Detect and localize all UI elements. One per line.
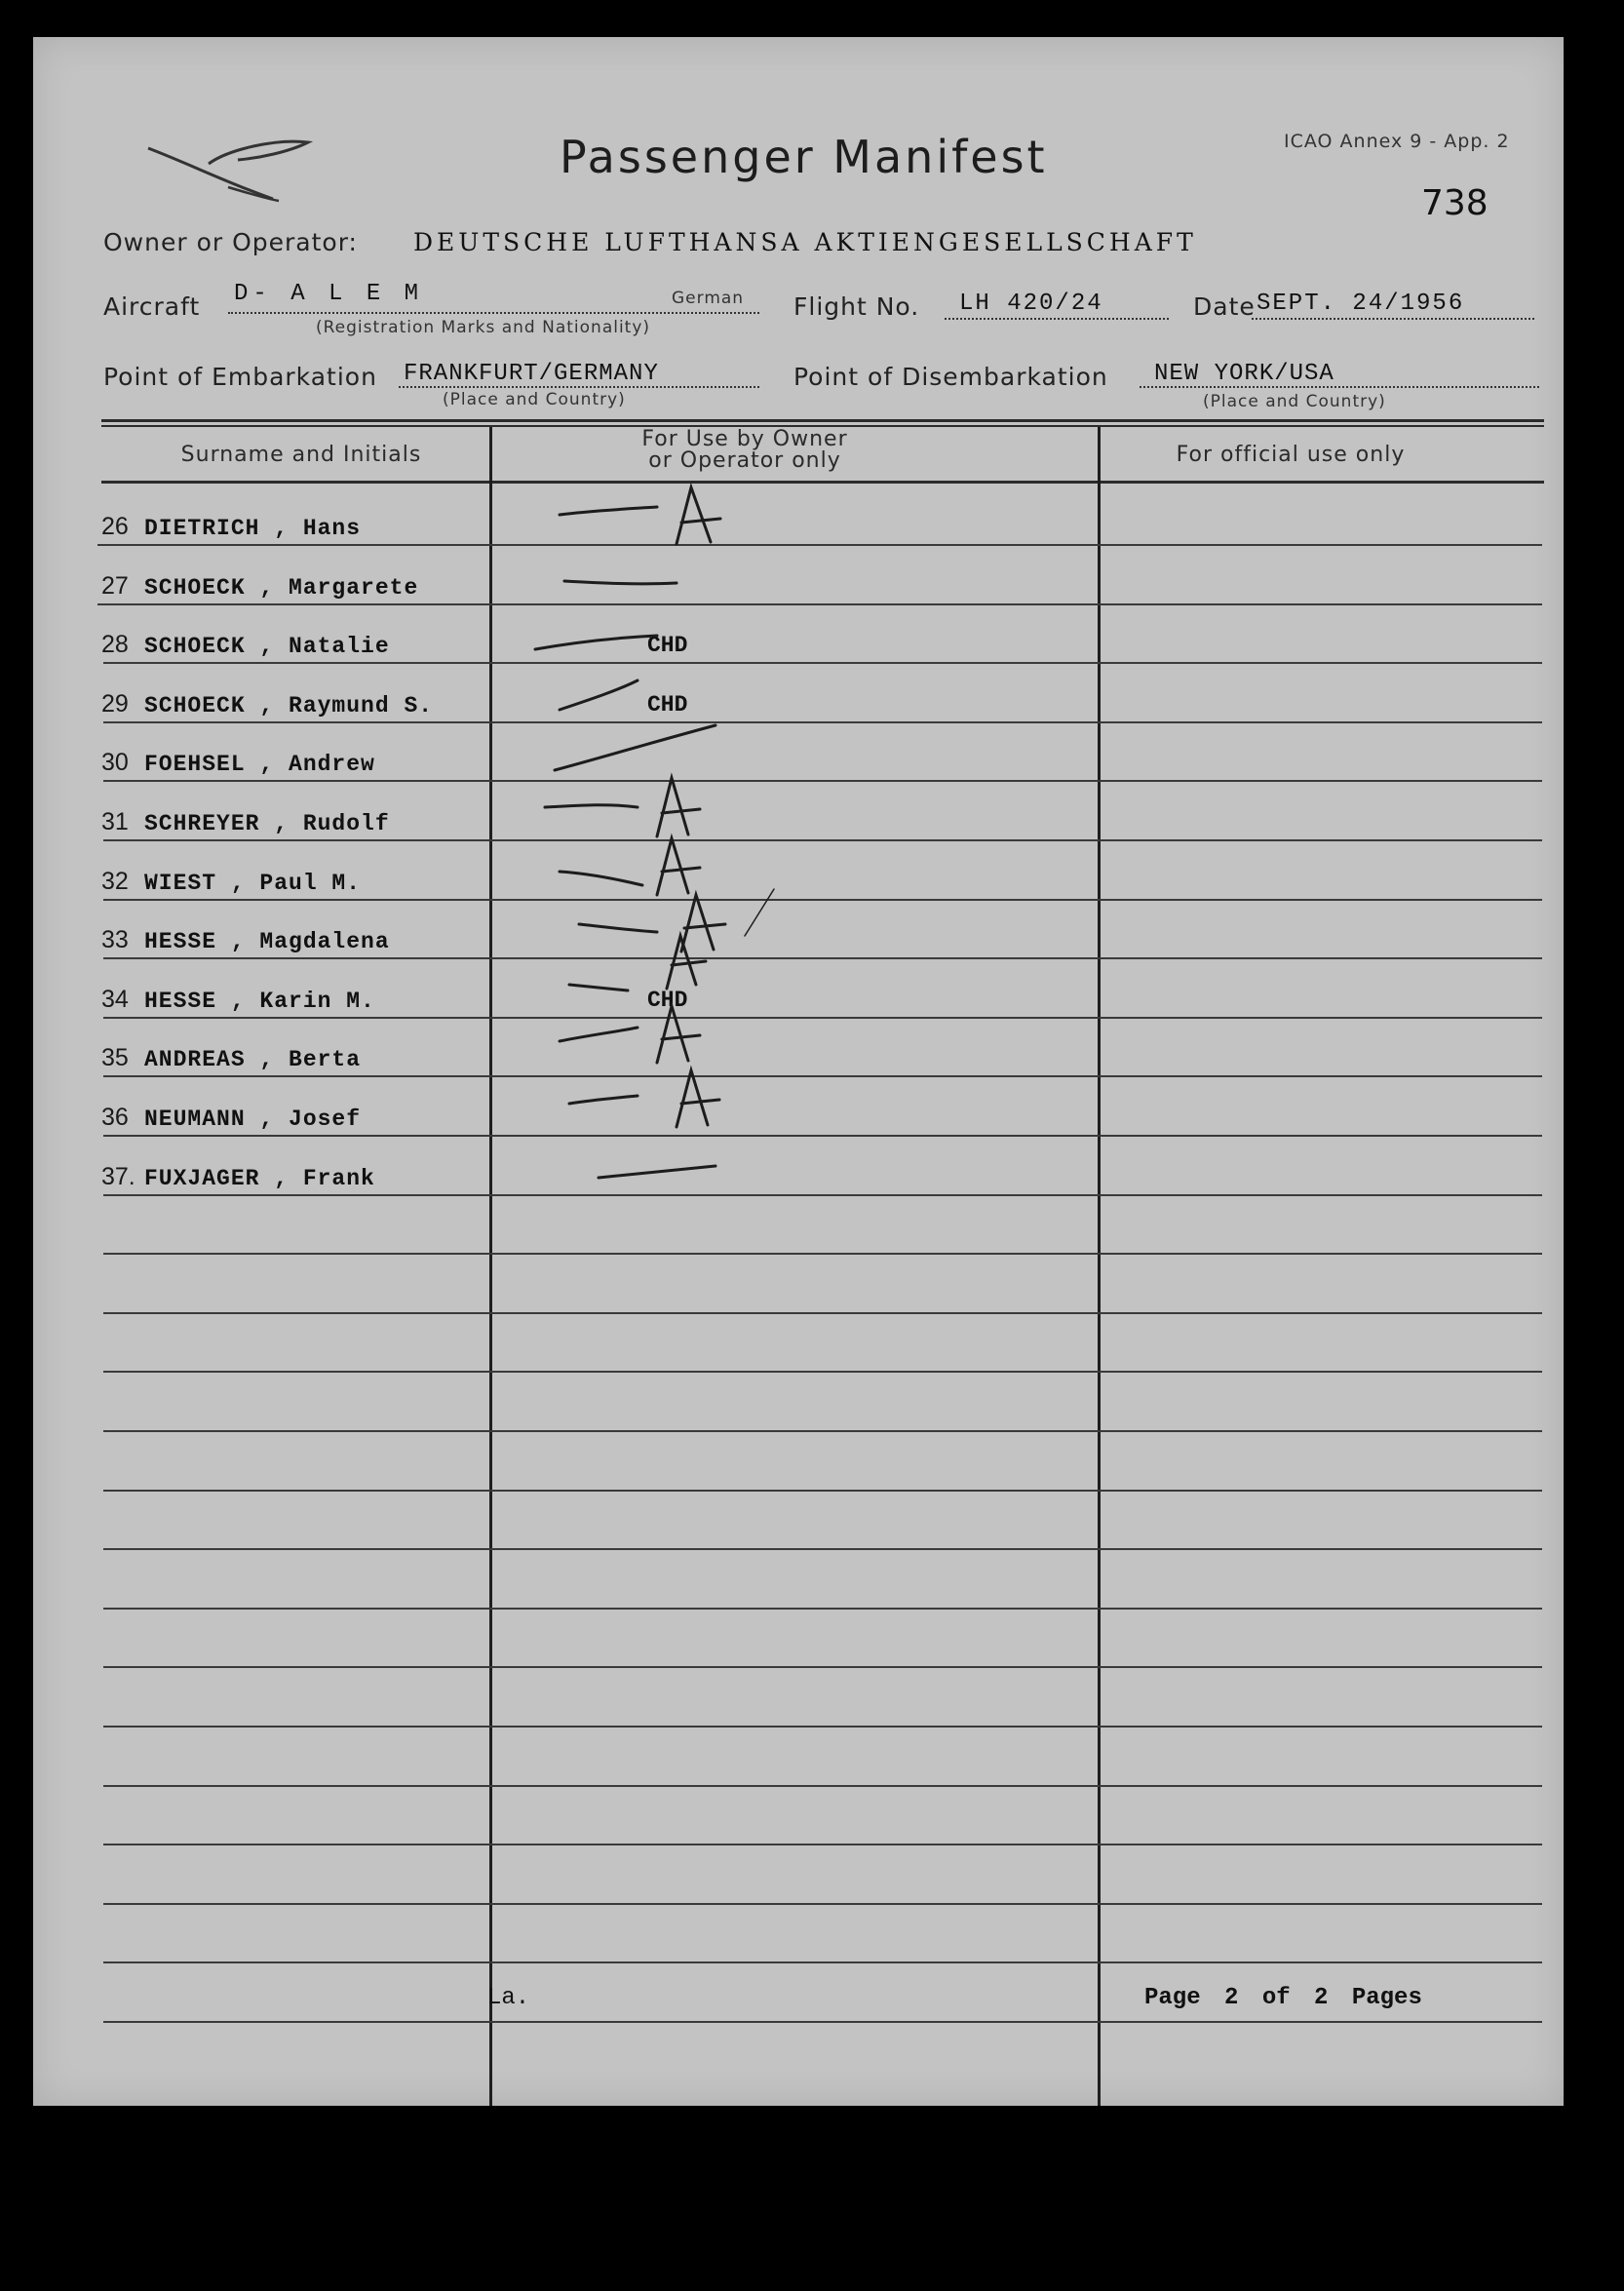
column-header-name: Surname and Initials [180, 443, 422, 467]
passenger-code: CHD [647, 692, 688, 718]
aircraft-nationality: German [672, 289, 745, 308]
column-header-official: For official use only [1176, 443, 1406, 467]
footer-page-info: Page 2 of 2 Pages [1144, 1985, 1422, 2011]
disembarkation-caption: (Place and Country) [1203, 392, 1386, 411]
footer-initials: La. [487, 1985, 530, 2011]
handwritten-marks [33, 37, 1564, 2106]
passenger-name: HESSE , Magdalena [144, 929, 390, 954]
passenger-code: CHD [647, 988, 688, 1013]
passenger-name: ANDREAS , Berta [144, 1047, 362, 1072]
passenger-number: 30 [101, 749, 129, 776]
aircraft-caption: (Registration Marks and Nationality) [316, 318, 651, 337]
passenger-number: 35 [101, 1044, 129, 1071]
passenger-number: 36 [101, 1104, 129, 1131]
passenger-number: 27 [101, 572, 129, 600]
disembarkation-value: NEW YORK/USA [1154, 361, 1334, 387]
aircraft-label: Aircraft [103, 292, 201, 321]
passenger-name: SCHOECK , Raymund S. [144, 693, 434, 718]
passenger-number: 26 [101, 513, 129, 540]
passenger-name: NEUMANN , Josef [144, 1107, 362, 1132]
icao-reference: ICAO Annex 9 - App. 2 [1284, 131, 1510, 152]
passenger-number: 28 [101, 631, 129, 658]
passenger-name: DIETRICH , Hans [144, 516, 362, 541]
embarkation-value: FRANKFURT/GERMANY [404, 361, 659, 387]
column-header-owner-use-line2: or Operator only [648, 448, 841, 473]
passenger-name: FUXJAGER , Frank [144, 1166, 375, 1191]
passenger-number: 31 [101, 808, 129, 835]
owner-value: DEUTSCHE LUFTHANSA AKTIENGESELLSCHAFT [413, 228, 1197, 256]
passenger-name: SCHREYER , Rudolf [144, 811, 390, 836]
passenger-number: 34 [101, 986, 129, 1013]
passenger-number: 32 [101, 868, 129, 895]
flight-label: Flight No. [793, 292, 920, 321]
date-value: SEPT. 24/1956 [1257, 291, 1465, 317]
flight-value: LH 420/24 [959, 291, 1103, 317]
passenger-code: CHD [647, 633, 688, 658]
owner-label: Owner or Operator: [103, 228, 358, 256]
page-number: 738 [1421, 183, 1489, 223]
passenger-name: HESSE , Karin M. [144, 989, 375, 1014]
aircraft-value: D- A L E M [234, 281, 424, 307]
column-header-owner-use-line1: For Use by Owner [641, 427, 848, 451]
embarkation-label: Point of Embarkation [103, 363, 377, 391]
passenger-number: 29 [101, 690, 129, 718]
manifest-sheet [33, 37, 1564, 2106]
passenger-number: 37. [101, 1163, 135, 1190]
passenger-name: FOEHSEL , Andrew [144, 752, 375, 777]
page-title: Passenger Manifest [560, 131, 1048, 183]
passenger-name: WIEST , Paul M. [144, 871, 362, 896]
disembarkation-label: Point of Disembarkation [793, 363, 1108, 391]
embarkation-caption: (Place and Country) [443, 390, 626, 409]
date-label: Date [1193, 292, 1256, 321]
passenger-name: SCHOECK , Margarete [144, 575, 419, 601]
passenger-name: SCHOECK , Natalie [144, 634, 390, 659]
passenger-number: 33 [101, 926, 129, 953]
